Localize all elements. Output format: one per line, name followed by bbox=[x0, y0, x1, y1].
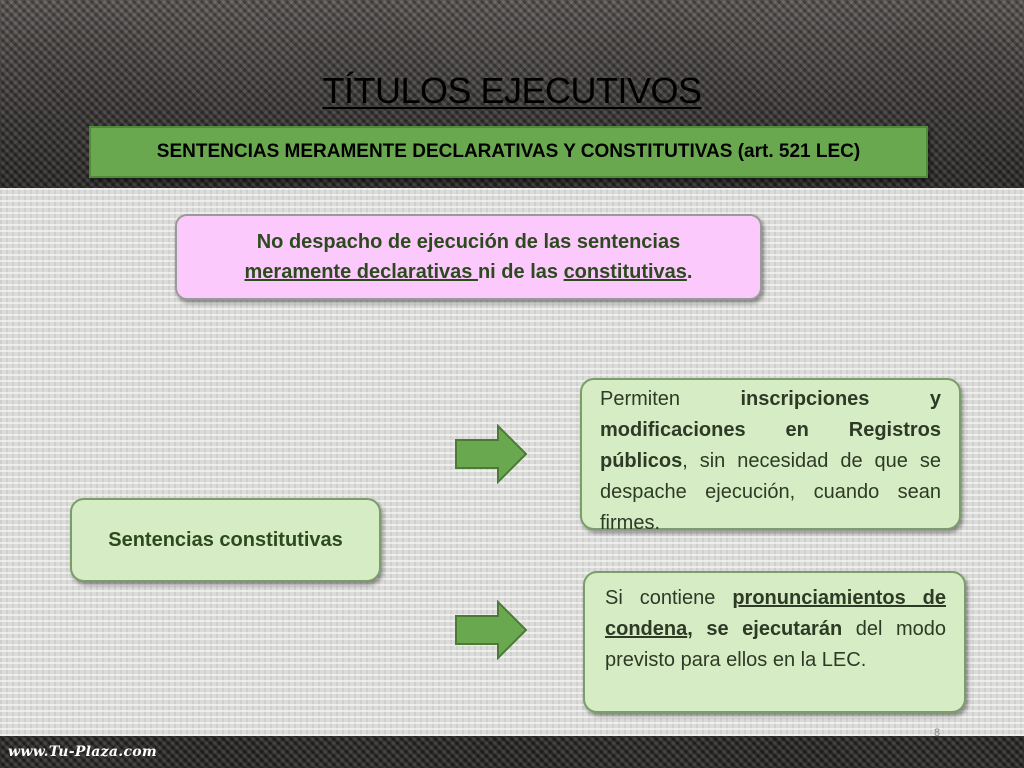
box2-text-start: Si contiene bbox=[605, 587, 733, 609]
box1-text-end: , sin necesidad de que se despache ejecución, cuando sean firmes. bbox=[600, 450, 941, 534]
page-number: 8 bbox=[934, 727, 941, 739]
box1-bold-text: inscripciones y modificaciones en Registros públicos bbox=[600, 388, 941, 472]
statement-line1: No despacho de ejecución de las sentencias bbox=[256, 231, 681, 253]
box2-text-end: del modo previsto para ellos en la LEC. bbox=[605, 618, 946, 671]
main-statement-box bbox=[175, 214, 762, 300]
statement-underlined-declarativas: meramente declarativas bbox=[244, 261, 478, 283]
statement-end: . bbox=[686, 261, 693, 283]
arrow-right-icon bbox=[454, 424, 530, 484]
statement-underlined-constitutivas: constitutivas bbox=[563, 261, 687, 283]
arrow-right-icon bbox=[454, 600, 530, 660]
box2-bold-text: , se ejecutarán bbox=[687, 618, 843, 640]
box1-text-start: Permiten bbox=[600, 388, 741, 410]
page-title: TÍTULOS EJECUTIVOS bbox=[322, 70, 702, 111]
main-statement-text bbox=[245, 227, 693, 287]
sentencias-constitutivas-box bbox=[70, 498, 381, 582]
box2-underlined-text: pronunciamientos de condena bbox=[605, 587, 947, 640]
statement-middle: ni de las bbox=[477, 261, 564, 283]
sentencias-constitutivas-label: Sentencias constitutivas bbox=[108, 528, 343, 551]
subtitle-box bbox=[89, 126, 928, 178]
registros-info-box bbox=[580, 378, 961, 534]
subtitle-text: SENTENCIAS MERAMENTE DECLARATIVAS Y CONSTITUTIVAS (art. 521 LEC) bbox=[156, 141, 861, 162]
condena-info-box bbox=[583, 571, 966, 713]
footer-site-logo: www.Tu-Plaza.com bbox=[8, 744, 158, 760]
